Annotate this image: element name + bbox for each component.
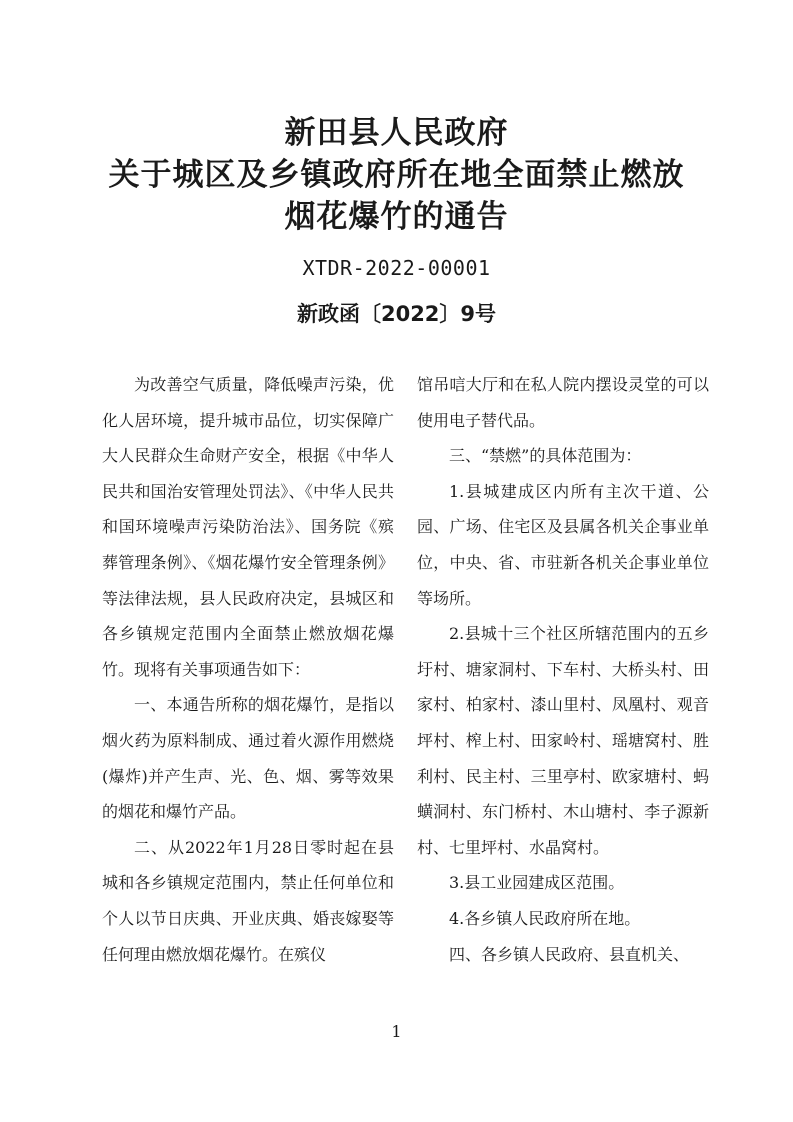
paragraph: 三、“禁燃”的具体范围为：: [449, 446, 642, 466]
paragraph: 4.各乡镇人民政府所在地。: [449, 908, 641, 928]
left-column: [102, 367, 394, 972]
page-number: 1: [391, 1022, 402, 1041]
paragraph: 2.县城十三个社区所辖范围内的五乡圩村、塘家洞村、下车村、大桥头村、田家村、柏家村、漆山里村、凤凰村、观音坪村、榨上村、田家岭村、瑶塘窝村、胜利村、民主村、三里亭村、欧家塘村、蚂蟥洞村、东门桥村、木山塘村、李子源新村、七里坪村、水晶窝村。: [417, 624, 709, 857]
title-line: 新田县人民政府: [284, 115, 509, 151]
paragraph: 二、从2022年1月28日零时起在县城和各乡镇规定范围内，禁止任何单位和个人以节日庆典、开业庆典、婚丧嫁娶等任何理由燃放烟花爆竹。在殡仪: [102, 837, 394, 964]
title-line: 烟花爆竹的通告: [284, 199, 509, 235]
paragraph: 一、本通告所称的烟花爆竹，是指以烟火药为原料制成、通过着火源作用燃烧(爆炸)并产生声、光、色、烟、雾等效果的烟花和爆竹产品。: [102, 695, 394, 822]
paragraph: 四、各乡镇人民政府、县直机关、: [449, 944, 690, 964]
title-line: 关于城区及乡镇政府所在地全面禁止燃放: [108, 157, 685, 193]
right-column: [417, 367, 709, 972]
paragraph: 为改善空气质量，降低噪声污染，优化人居环境，提升城市品位，切实保障广大人民群众生命财产安全，根据《中华人民共和国治安管理处罚法》、《中华人民共和国环境噪声污染防治法》、国务院《殡葬管理条例》、《烟花爆竹安全管理条例》等法律法规，县人民政府决定，县城区和各乡镇规定范围内全面禁止燃放烟花爆竹。现将有关事项通告如下：: [102, 375, 394, 679]
document-number: 新政函〔2022〕9号: [296, 302, 497, 326]
paragraph: 馆吊唁大厅和在私人院内摆设灵堂的可以使用电子替代品。: [417, 375, 709, 430]
document-title: [0, 112, 793, 238]
document-code: XTDR-2022-00001: [302, 256, 491, 280]
paragraph: 3.县工业园建成区范围。: [449, 873, 625, 893]
paragraph: 1.县城建成区内所有主次干道、公园、广场、住宅区及县属各机关企事业单位，中央、省、市驻新各机关企事业单位等场所。: [417, 481, 709, 608]
